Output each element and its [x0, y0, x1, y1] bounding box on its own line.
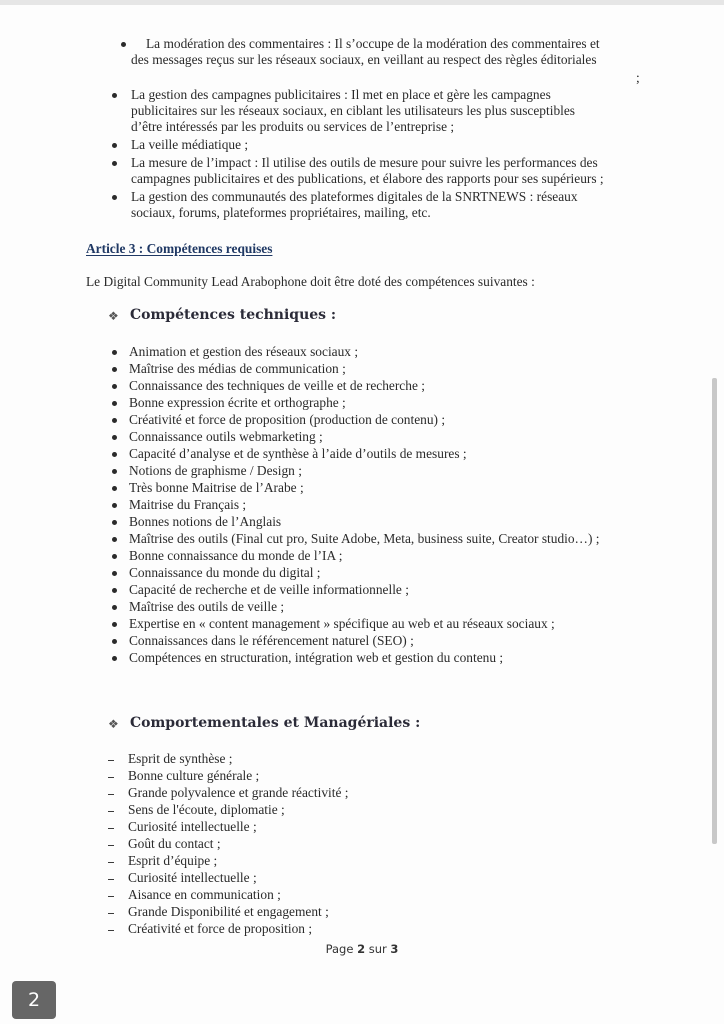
article-intro: Le Digital Community Lead Arabophone doit être doté des compétences suivantes :	[86, 274, 535, 289]
bullet-dot	[112, 195, 117, 200]
list-item: Sens de l'écoute, diplomatie ;	[128, 802, 285, 817]
dash-bullet	[108, 794, 114, 795]
list-item: Goût du contact ;	[128, 836, 221, 851]
list-item: Maitrise du Français ;	[129, 497, 247, 512]
diamond-bullet-icon: ❖	[108, 309, 119, 323]
article-heading: Article 3 : Compétences requises	[86, 241, 273, 256]
list-item-continued: publicitaires sur les réseaux sociaux, en ciblant les utilisateurs les plus susceptibles	[131, 103, 576, 118]
dash-bullet	[108, 777, 114, 778]
dash-bullet	[108, 760, 114, 761]
bullet-dot	[112, 520, 117, 525]
dash-bullet	[108, 896, 114, 897]
list-item-continued: des messages reçus sur les réseaux sociaux, en veillant au respect des règles éditoriales	[131, 52, 597, 67]
dash-bullet	[108, 913, 114, 914]
bullet-dot	[112, 418, 117, 423]
bullet-dot	[121, 42, 126, 47]
dash-bullet	[108, 862, 114, 863]
list-item: Curiosité intellectuelle ;	[128, 870, 257, 885]
bullet-dot	[112, 435, 117, 440]
page-number-footer	[0, 942, 724, 956]
list-item: Bonne connaissance du monde de l’IA ;	[129, 548, 343, 563]
page-word: Page	[325, 942, 354, 956]
list-item: Créativité et force de proposition (production de contenu) ;	[129, 412, 446, 427]
bullet-dot	[112, 554, 117, 559]
bullet-dot	[112, 605, 117, 610]
list-item: Connaissance du monde du digital ;	[129, 565, 321, 580]
list-item: Animation et gestion des réseaux sociaux ;	[129, 344, 359, 359]
list-item: Notions de graphisme / Design ;	[129, 463, 302, 478]
list-item: Maîtrise des médias de communication ;	[129, 361, 346, 376]
bullet-dot	[112, 401, 117, 406]
list-item: Connaissance des techniques de veille et de recherche ;	[129, 378, 425, 393]
list-item-continued: sociaux, forums, plateformes propriétaires, mailing, etc.	[131, 205, 431, 220]
list-item: Grande polyvalence et grande réactivité ;	[128, 785, 349, 800]
bullet-dot	[112, 571, 117, 576]
bullet-dot	[112, 384, 117, 389]
list-item: La veille médiatique ;	[131, 137, 249, 152]
list-item-continued: d’être intéressés par les produits ou services de l’entreprise ;	[131, 119, 455, 134]
bullet-dot	[112, 367, 117, 372]
bullet-dot	[112, 537, 117, 542]
dash-bullet	[108, 845, 114, 846]
list-item: Maîtrise des outils de veille ;	[129, 599, 285, 614]
bullet-dot	[112, 161, 117, 166]
dash-bullet	[108, 828, 114, 829]
vertical-scrollbar[interactable]	[712, 378, 717, 844]
list-item: Bonne expression écrite et orthographe ;	[129, 395, 346, 410]
list-item-continued: ;	[636, 70, 640, 85]
bullet-dot	[112, 469, 117, 474]
sur-word: sur	[368, 942, 387, 956]
list-item: Capacité d’analyse et de synthèse à l’aide d’outils de mesures ;	[129, 446, 467, 461]
list-item: La mesure de l’impact : Il utilise des outils de mesure pour suivre les performances des	[131, 155, 598, 170]
list-item-continued: campagnes publicitaires et des publications, et élabore des rapports pour ses supérieurs ;	[131, 171, 604, 186]
technical-skills-heading: Compétences techniques :	[130, 307, 337, 323]
list-item: Expertise en « content management » spécifique au web et au réseaux sociaux ;	[129, 616, 555, 631]
list-item: Bonne culture générale ;	[128, 768, 260, 783]
list-item: Esprit de synthèse ;	[128, 751, 233, 766]
bullet-dot	[112, 503, 117, 508]
list-item: Grande Disponibilité et engagement ;	[128, 904, 329, 919]
diamond-bullet-icon: ❖	[108, 717, 119, 731]
behavioral-skills-heading: Comportementales et Managériales :	[130, 715, 421, 731]
list-item: Très bonne Maitrise de l’Arabe ;	[129, 480, 304, 495]
list-item: Bonnes notions de l’Anglais	[129, 514, 282, 529]
list-item: Compétences en structuration, intégration web et gestion du contenu ;	[129, 650, 504, 665]
page-indicator-badge[interactable]: 2	[12, 981, 56, 1019]
bullet-dot	[112, 143, 117, 148]
total-pages: 3	[390, 942, 399, 956]
bullet-dot	[112, 452, 117, 457]
bullet-dot	[112, 656, 117, 661]
dash-bullet	[108, 811, 114, 812]
list-item: La gestion des communautés des plateformes digitales de la SNRTNEWS : réseaux	[131, 189, 578, 204]
list-item: Connaissance outils webmarketing ;	[129, 429, 323, 444]
list-item: Aisance en communication ;	[128, 887, 281, 902]
list-item: Curiosité intellectuelle ;	[128, 819, 257, 834]
list-item: Esprit d’équipe ;	[128, 853, 218, 868]
dash-bullet	[108, 879, 114, 880]
bullet-dot	[112, 93, 117, 98]
bullet-dot	[112, 588, 117, 593]
list-item: Créativité et force de proposition ;	[128, 921, 313, 936]
list-item: La gestion des campagnes publicitaires : Il met en place et gère les campagnes	[131, 87, 551, 102]
bullet-dot	[112, 486, 117, 491]
list-item: Maîtrise des outils (Final cut pro, Suite Adobe, Meta, business suite, Creator studio…) ;	[129, 531, 600, 546]
bullet-dot	[112, 639, 117, 644]
list-item: Capacité de recherche et de veille informationnelle ;	[129, 582, 409, 597]
list-item: Connaissances dans le référencement naturel (SEO) ;	[129, 633, 414, 648]
bullet-dot	[112, 622, 117, 627]
dash-bullet	[108, 930, 114, 931]
list-item: La modération des commentaires : Il s’occupe de la modération des commentaires et	[146, 36, 600, 51]
bullet-dot	[112, 350, 117, 355]
current-page: 2	[357, 942, 366, 956]
